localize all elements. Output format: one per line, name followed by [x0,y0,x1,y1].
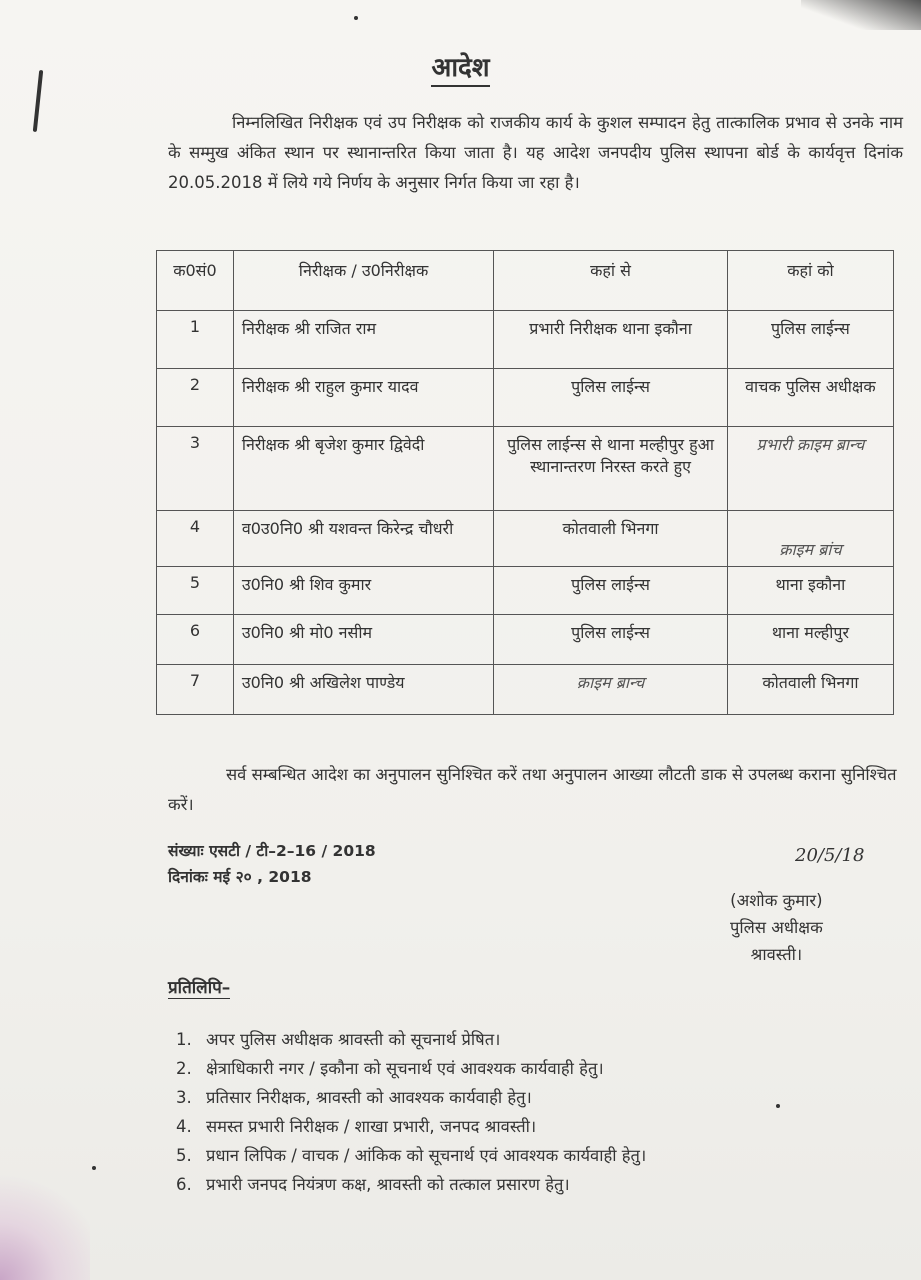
cell-from: पुलिस लाईन्स [494,567,728,615]
signatory-district: श्रावस्ती। [750,945,803,964]
cell-officer: उ0नि0 श्री शिव कुमार [233,567,493,615]
item-text: प्रभारी जनपद नियंत्रण कक्ष, श्रावस्ती को तत्काल प्रसारण हेतु। [206,1175,570,1194]
reference-date: दिनांकः मई २० , 2018 [168,868,312,886]
item-text: प्रतिसार निरीक्षक, श्रावस्ती को आवश्यक कार्यवाही हेतु। [206,1088,532,1107]
table-row [157,567,894,615]
item-text: प्रधान लिपिक / वाचक / आंकिक को सूचनार्थ एवं आवश्यक कार्यवाही हेतु। [206,1146,647,1165]
cell-from: प्रभारी निरीक्षक थाना इकौना [494,311,728,369]
cell-from: पुलिस लाईन्स [494,615,728,665]
cell-officer: उ0नि0 श्री अखिलेश पाण्डेय [233,665,493,715]
cell-from: कोतवाली भिनगा [494,511,728,567]
copies-heading: प्रतिलिपि– [168,978,231,998]
item-number: 5. [176,1146,192,1165]
order-title: आदेश [0,48,921,84]
ink-dot [92,1166,96,1170]
signatory-name: (अशोक कुमार) [730,891,823,910]
cell-serial: 4 [157,511,234,567]
signature-scribble: 20/5/18 [795,845,865,866]
corner-shadow [801,0,921,30]
cell-serial: 6 [157,615,234,665]
item-number: 4. [176,1117,192,1136]
item-number: 3. [176,1088,192,1107]
cell-to: पुलिस लाईन्स [727,311,893,369]
list-item [176,1112,646,1141]
cell-officer: उ0नि0 श्री मो0 नसीम [233,615,493,665]
cell-to: क्राइम ब्रांच [727,511,893,567]
cell-serial: 1 [157,311,234,369]
table-row [157,369,894,427]
cell-from: पुलिस लाईन्स [494,369,728,427]
list-item [176,1141,646,1170]
item-text: समस्त प्रभारी निरीक्षक / शाखा प्रभारी, जनपद श्रावस्ती। [206,1117,537,1136]
cell-to: प्रभारी क्राइम ब्रान्च [727,427,893,511]
transfer-table [156,250,894,715]
edge-stain [0,1170,90,1280]
ink-dot [354,16,358,20]
signature-block [730,887,823,968]
table-row [157,615,894,665]
cell-officer: निरीक्षक श्री बृजेश कुमार द्विवेदी [233,427,493,511]
item-number: 1. [176,1030,192,1049]
reference-number: संख्याः एसटी / टी–2–16 / 2018 [168,842,376,860]
cell-serial: 7 [157,665,234,715]
item-text: क्षेत्राधिकारी नगर / इकौना को सूचनार्थ एवं आवश्यक कार्यवाही हेतु। [206,1059,604,1078]
signatory-designation: पुलिस अधीक्षक [730,918,823,937]
item-text: अपर पुलिस अधीक्षक श्रावस्ती को सूचनार्थ प्रेषित। [206,1030,501,1049]
cell-officer: निरीक्षक श्री राहुल कुमार यादव [233,369,493,427]
table-row [157,311,894,369]
cell-serial: 5 [157,567,234,615]
cell-serial: 2 [157,369,234,427]
item-number: 2. [176,1059,192,1078]
header-officer: निरीक्षक / उ0निरीक्षक [233,251,493,311]
cell-officer: व0उ0नि0 श्री यशवन्त किरेन्द्र चौधरी [233,511,493,567]
cell-serial: 3 [157,427,234,511]
cell-from: क्राइम ब्रान्च [494,665,728,715]
header-serial: क0सं0 [157,251,234,311]
cell-to: थाना इकौना [727,567,893,615]
cell-to: कोतवाली भिनगा [727,665,893,715]
header-to: कहां को [727,251,893,311]
reference-block [168,838,376,890]
table-header-row [157,251,894,311]
header-from: कहां से [494,251,728,311]
ink-dot [776,1104,780,1108]
cell-to: वाचक पुलिस अधीक्षक [727,369,893,427]
list-item [176,1025,646,1054]
table-row [157,665,894,715]
list-item [176,1054,646,1083]
cell-officer: निरीक्षक श्री राजित राम [233,311,493,369]
cell-from: पुलिस लाईन्स से थाना मल्हीपुर हुआ स्थानान्तरण निरस्त करते हुए [494,427,728,511]
cell-to: थाना मल्हीपुर [727,615,893,665]
item-number: 6. [176,1175,192,1194]
table-row [157,511,894,567]
list-item [176,1170,646,1199]
compliance-paragraph: सर्व सम्बन्धित आदेश का अनुपालन सुनिश्चित करें तथा अनुपालन आख्या लौटती डाक से उपलब्ध कराना सुनिश्चित करें। [168,765,897,814]
list-item [176,1083,646,1112]
copies-list [176,1025,646,1199]
table-row [157,427,894,511]
intro-paragraph: निम्नलिखित निरीक्षक एवं उप निरीक्षक को राजकीय कार्य के कुशल सम्पादन हेतु तात्कालिक प्रभाव से उनके नाम के सम्मुख अंकित स्थान पर स्थानान्तरित किया जाता है। यह आदेश जनपदीय पुलिस स्थापना बोर्ड के कार्यवृत्त दिनांक 20.05.2018 में लिये गये निर्णय के अनुसार निर्गत किया जा रहा है। [168,113,903,192]
